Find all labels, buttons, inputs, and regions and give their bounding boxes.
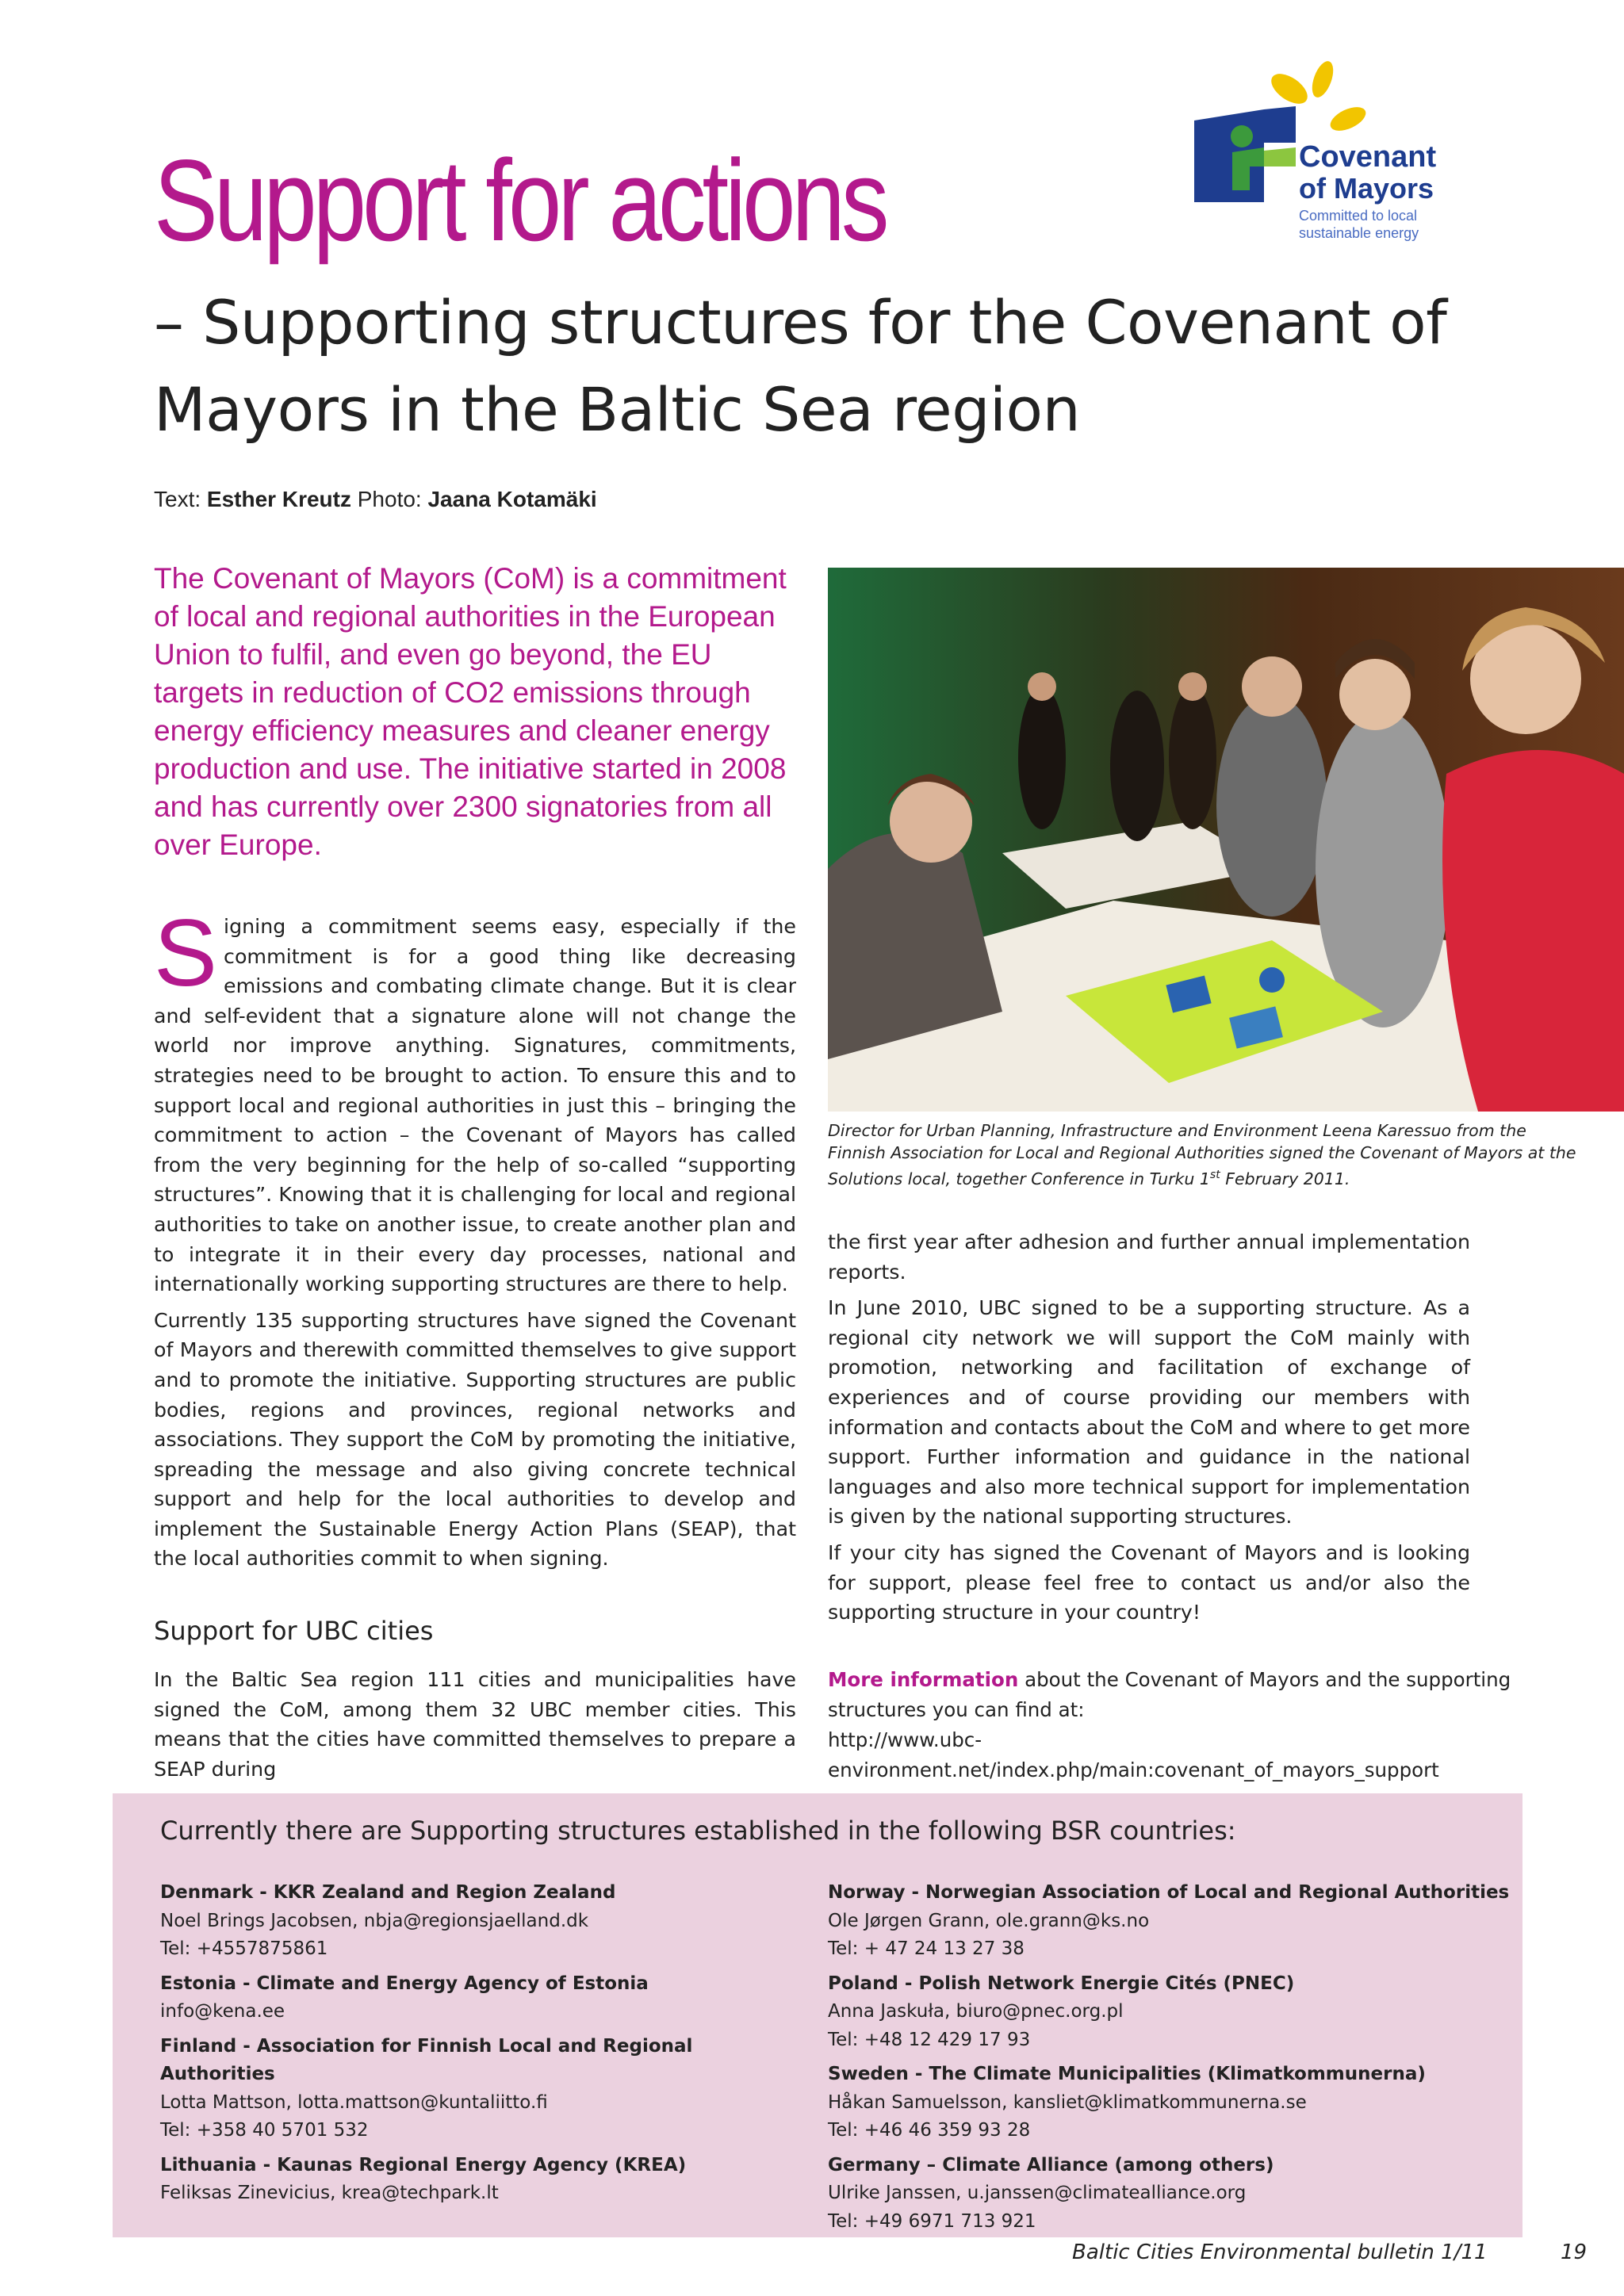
more-info-text: about the Covenant of Mayors and the supporting structures you can find at: bbox=[828, 1668, 1511, 1721]
more-info-link[interactable]: http://www.ubc-environment.net/index.php/main:covenant_of_mayors_support bbox=[828, 1728, 1439, 1781]
structure-entry: Poland - Polish Network Energie Cités (PNEC) Anna Jaskuła, biuro@pnec.org.pl Tel: +48 12 429 17 93 bbox=[828, 1973, 1295, 2050]
logo-text-line1: Covenant bbox=[1299, 140, 1437, 174]
drop-cap: S bbox=[154, 900, 218, 1006]
credits-photo-label: Photo: bbox=[357, 487, 422, 511]
logo-tagline2: sustainable energy bbox=[1299, 225, 1419, 241]
body-column-left bbox=[154, 900, 796, 1580]
photo-caption: Director for Urban Planning, Infrastructure and Environment Leena Karessuo from the Finnish Association for Local and Regional Authorities signed the Covenant of Mayors at the Solutions local, together Conference in Turku 1st February 2011. bbox=[828, 1121, 1576, 1188]
body-paragraph-6: If your city has signed the Covenant of Mayors and is looking for support, please feel free to contact us and/or also the supporting structure in your country! bbox=[828, 1540, 1470, 1624]
body-column-left-continued bbox=[154, 1665, 796, 1790]
structure-entry: Germany – Climate Alliance (among others) Ulrike Janssen, u.janssen@climatealliance.org Tel: +49 6971 713 921 bbox=[828, 2154, 1274, 2232]
logo-text-line2: of Mayors bbox=[1299, 172, 1434, 205]
footer-publication: Baltic Cities Environmental bulletin 1/11 bbox=[1072, 2241, 1488, 2264]
body-paragraph-3: In the Baltic Sea region 111 cities and municipalities have signed the CoM, among them 32 UBC member cities. This means that the cities have committed themselves to prepare a SEAP during bbox=[154, 1668, 796, 1781]
body-paragraph-5: In June 2010, UBC signed to be a supporting structure. As a regional city network we will support the CoM mainly with promotion, networking and facilitation of exchange of experiences and of course providing our members with information and contacts about the CoM and where to get more support. Further information and guidance in the national languages and also more technical support for implementation is given by the national supporting structures. bbox=[828, 1296, 1470, 1529]
structure-entry: Norway - Norwegian Association of Local and Regional Authorities Ole Jørgen Grann, ole.grann@ks.no Tel: + 47 24 13 27 38 bbox=[828, 1882, 1510, 1959]
page-subtitle: – Supporting structures for the Covenant of Mayors in the Baltic Sea region bbox=[154, 287, 1447, 445]
supporting-structures-left bbox=[160, 1879, 795, 2214]
body-paragraph-4: the first year after adhesion and further annual implementation reports. bbox=[828, 1230, 1470, 1284]
logo-leaf-icon bbox=[1327, 102, 1369, 136]
structure-entry: Denmark - KKR Zealand and Region Zealand Noel Brings Jacobsen, nbja@regionsjaelland.dk Tel: +4557875861 bbox=[160, 1882, 616, 1959]
event-photo bbox=[828, 568, 1624, 1112]
page-number: 19 bbox=[1561, 2241, 1588, 2264]
structure-entry: Lithuania - Kaunas Regional Energy Agency (KREA) Feliksas Zinevicius, krea@techpark.lt bbox=[160, 2154, 687, 2203]
structure-entry: Finland - Association for Finnish Local and Regional Authorities Lotta Mattson, lotta.mattson@kuntaliitto.fi Tel: +358 40 5701 532 bbox=[160, 2035, 693, 2141]
body-paragraph-2: Currently 135 supporting structures have signed the Covenant of Mayors and therewith committed themselves to give support and to promote the initiative. Supporting structures are public bodies, regions and provinces, regional networks and associations. They support the CoM by promoting the initiative, spreading the message and also giving concrete technical support and help for the local authorities to develop and implement the Sustainable Energy Action Plans (SEAP), that the local authorities commit to when signing. bbox=[154, 1308, 796, 1571]
body-column-right bbox=[828, 1227, 1470, 1634]
more-info-label: More information bbox=[828, 1668, 1019, 1691]
logo-leaf-icon bbox=[1266, 68, 1313, 110]
logo-leaf-icon bbox=[1308, 59, 1337, 101]
article-credits bbox=[154, 487, 597, 512]
covenant-of-mayors-logo bbox=[1170, 48, 1469, 262]
supporting-structures-heading: Currently there are Supporting structures established in the following BSR countries: bbox=[160, 1816, 1236, 1846]
credits-photographer: Jaana Kotamäki bbox=[427, 487, 597, 511]
page-title: Support for actions bbox=[154, 136, 886, 265]
logo-tagline1: Committed to local bbox=[1299, 208, 1418, 224]
more-information bbox=[828, 1665, 1589, 1785]
structure-entry: Sweden - The Climate Municipalities (Klimatkommunerna) Håkan Samuelsson, kansliet@klimatkommunerna.se Tel: +46 46 359 93 28 bbox=[828, 2064, 1426, 2141]
credits-author: Esther Kreutz bbox=[206, 487, 351, 511]
logo-figure-icon bbox=[1231, 125, 1253, 147]
section-heading: Support for UBC cities bbox=[154, 1616, 434, 1646]
lead-paragraph: The Covenant of Mayors (CoM) is a commitment of local and regional authorities in the European Union to fulfil, and even go beyond, the EU targets in reduction of CO2 emissions through energy efficiency measures and cleaner energy production and use. The initiative started in 2008 and has currently over 2300 signatories from all over Europe. bbox=[154, 562, 787, 861]
supporting-structures-right bbox=[828, 1879, 1510, 2242]
body-paragraph-1: Signing a commitment seems easy, especially if the commitment is for a good thing like decreasing emissions and combating climate change. But it is clear and self-evident that a signature alone will not change the world nor improve anything. Signatures, commitments, strategies need to be brought to action. To ensure this and to support local and regional authorities in just this – bringing the commitment to action – the Covenant of Mayors has called from the very beginning for the help of so-called “supporting structures”. Knowing that it is challenging for local and regional authorities to take on another issue, to create another plan and to integrate it in their every day processes, national and internationally working supporting structures are there to help. bbox=[154, 900, 796, 1296]
credits-text-label: Text: bbox=[154, 487, 201, 511]
structure-entry: Estonia - Climate and Energy Agency of Estonia info@kena.ee bbox=[160, 1973, 649, 2022]
